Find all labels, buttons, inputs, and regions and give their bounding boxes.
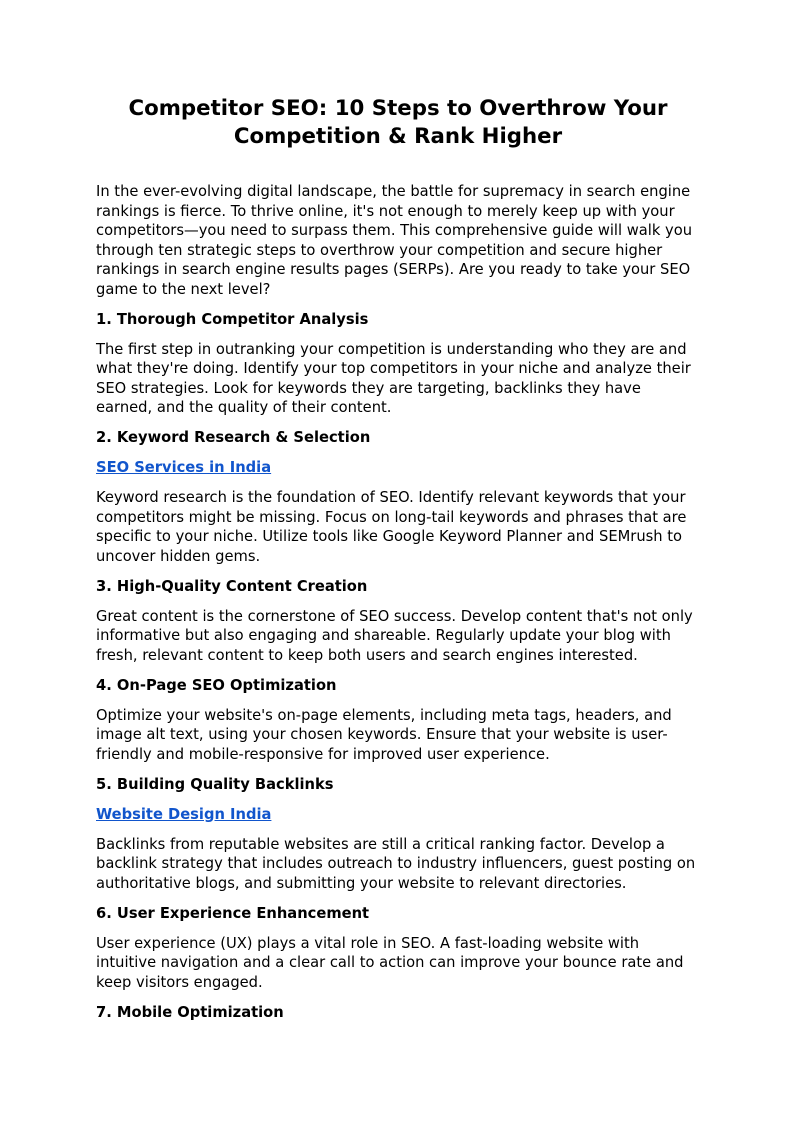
link-line-website-design [96,805,700,825]
section-body-keyword-research: Keyword research is the foundation of SEO. Identify relevant keywords that your competitors might be missing. Focus on long-tail keywords and phrases that are specific to your niche. Utilize tools like Google Keyword Planner and SEMrush to uncover hidden gems. [96,489,687,565]
section-heading-mobile-optimization: 7. Mobile Optimization [96,1003,284,1021]
section-heading-user-experience: 6. User Experience Enhancement [96,904,370,922]
seo-services-link[interactable]: SEO Services in India [96,459,272,476]
section-body-content-creation: Great content is the cornerstone of SEO success. Develop content that's not only informative but also engaging and shareable. Regularly update your blog with fresh, relevant content to keep both users and search engines interested. [96,607,693,664]
link-line-seo-services [96,458,700,478]
section-body-competitor-analysis: The first step in outranking your competition is understanding who they are and what they're doing. Identify your top competitors in your niche and analyze their SEO strategies. Look for keywords they are targeting, backlinks they have earned, and the quality of their content. [96,340,691,416]
section-heading-on-page-seo: 4. On-Page SEO Optimization [96,676,337,694]
section-heading-competitor-analysis: 1. Thorough Competitor Analysis [96,310,369,328]
document-page [96,95,700,1033]
section-body-on-page-seo: Optimize your website's on-page elements, including meta tags, headers, and image alt text, using your chosen keywords. Ensure that your website is user-friendly and mobile-responsive for improved user experience. [96,706,672,763]
intro-paragraph: In the ever-evolving digital landscape, the battle for supremacy in search engine rankings is fierce. To thrive online, it's not enough to merely keep up with your competitors—you need to surpass them. This comprehensive guide will walk you through ten strategic steps to overthrow your competition and secure higher rankings in search engine results pages (SERPs). Are you ready to take your SEO game to the next level? [96,183,693,298]
section-heading-content-creation: 3. High-Quality Content Creation [96,577,368,595]
section-heading-backlinks: 5. Building Quality Backlinks [96,775,334,793]
section-heading-keyword-research: 2. Keyword Research & Selection [96,429,371,446]
document-title: Competitor SEO: 10 Steps to Overthrow Your Competition & Rank Higher [128,96,668,149]
section-body-user-experience: User experience (UX) plays a vital role in SEO. A fast-loading website with intuitive navigation and a clear call to action can improve your bounce rate and keep visitors engaged. [96,934,684,991]
section-body-backlinks: Backlinks from reputable websites are still a critical ranking factor. Develop a backlink strategy that includes outreach to industry influencers, guest posting on authoritative blogs, and submitting your website to relevant directories. [96,835,696,892]
website-design-link[interactable]: Website Design India [96,805,272,823]
